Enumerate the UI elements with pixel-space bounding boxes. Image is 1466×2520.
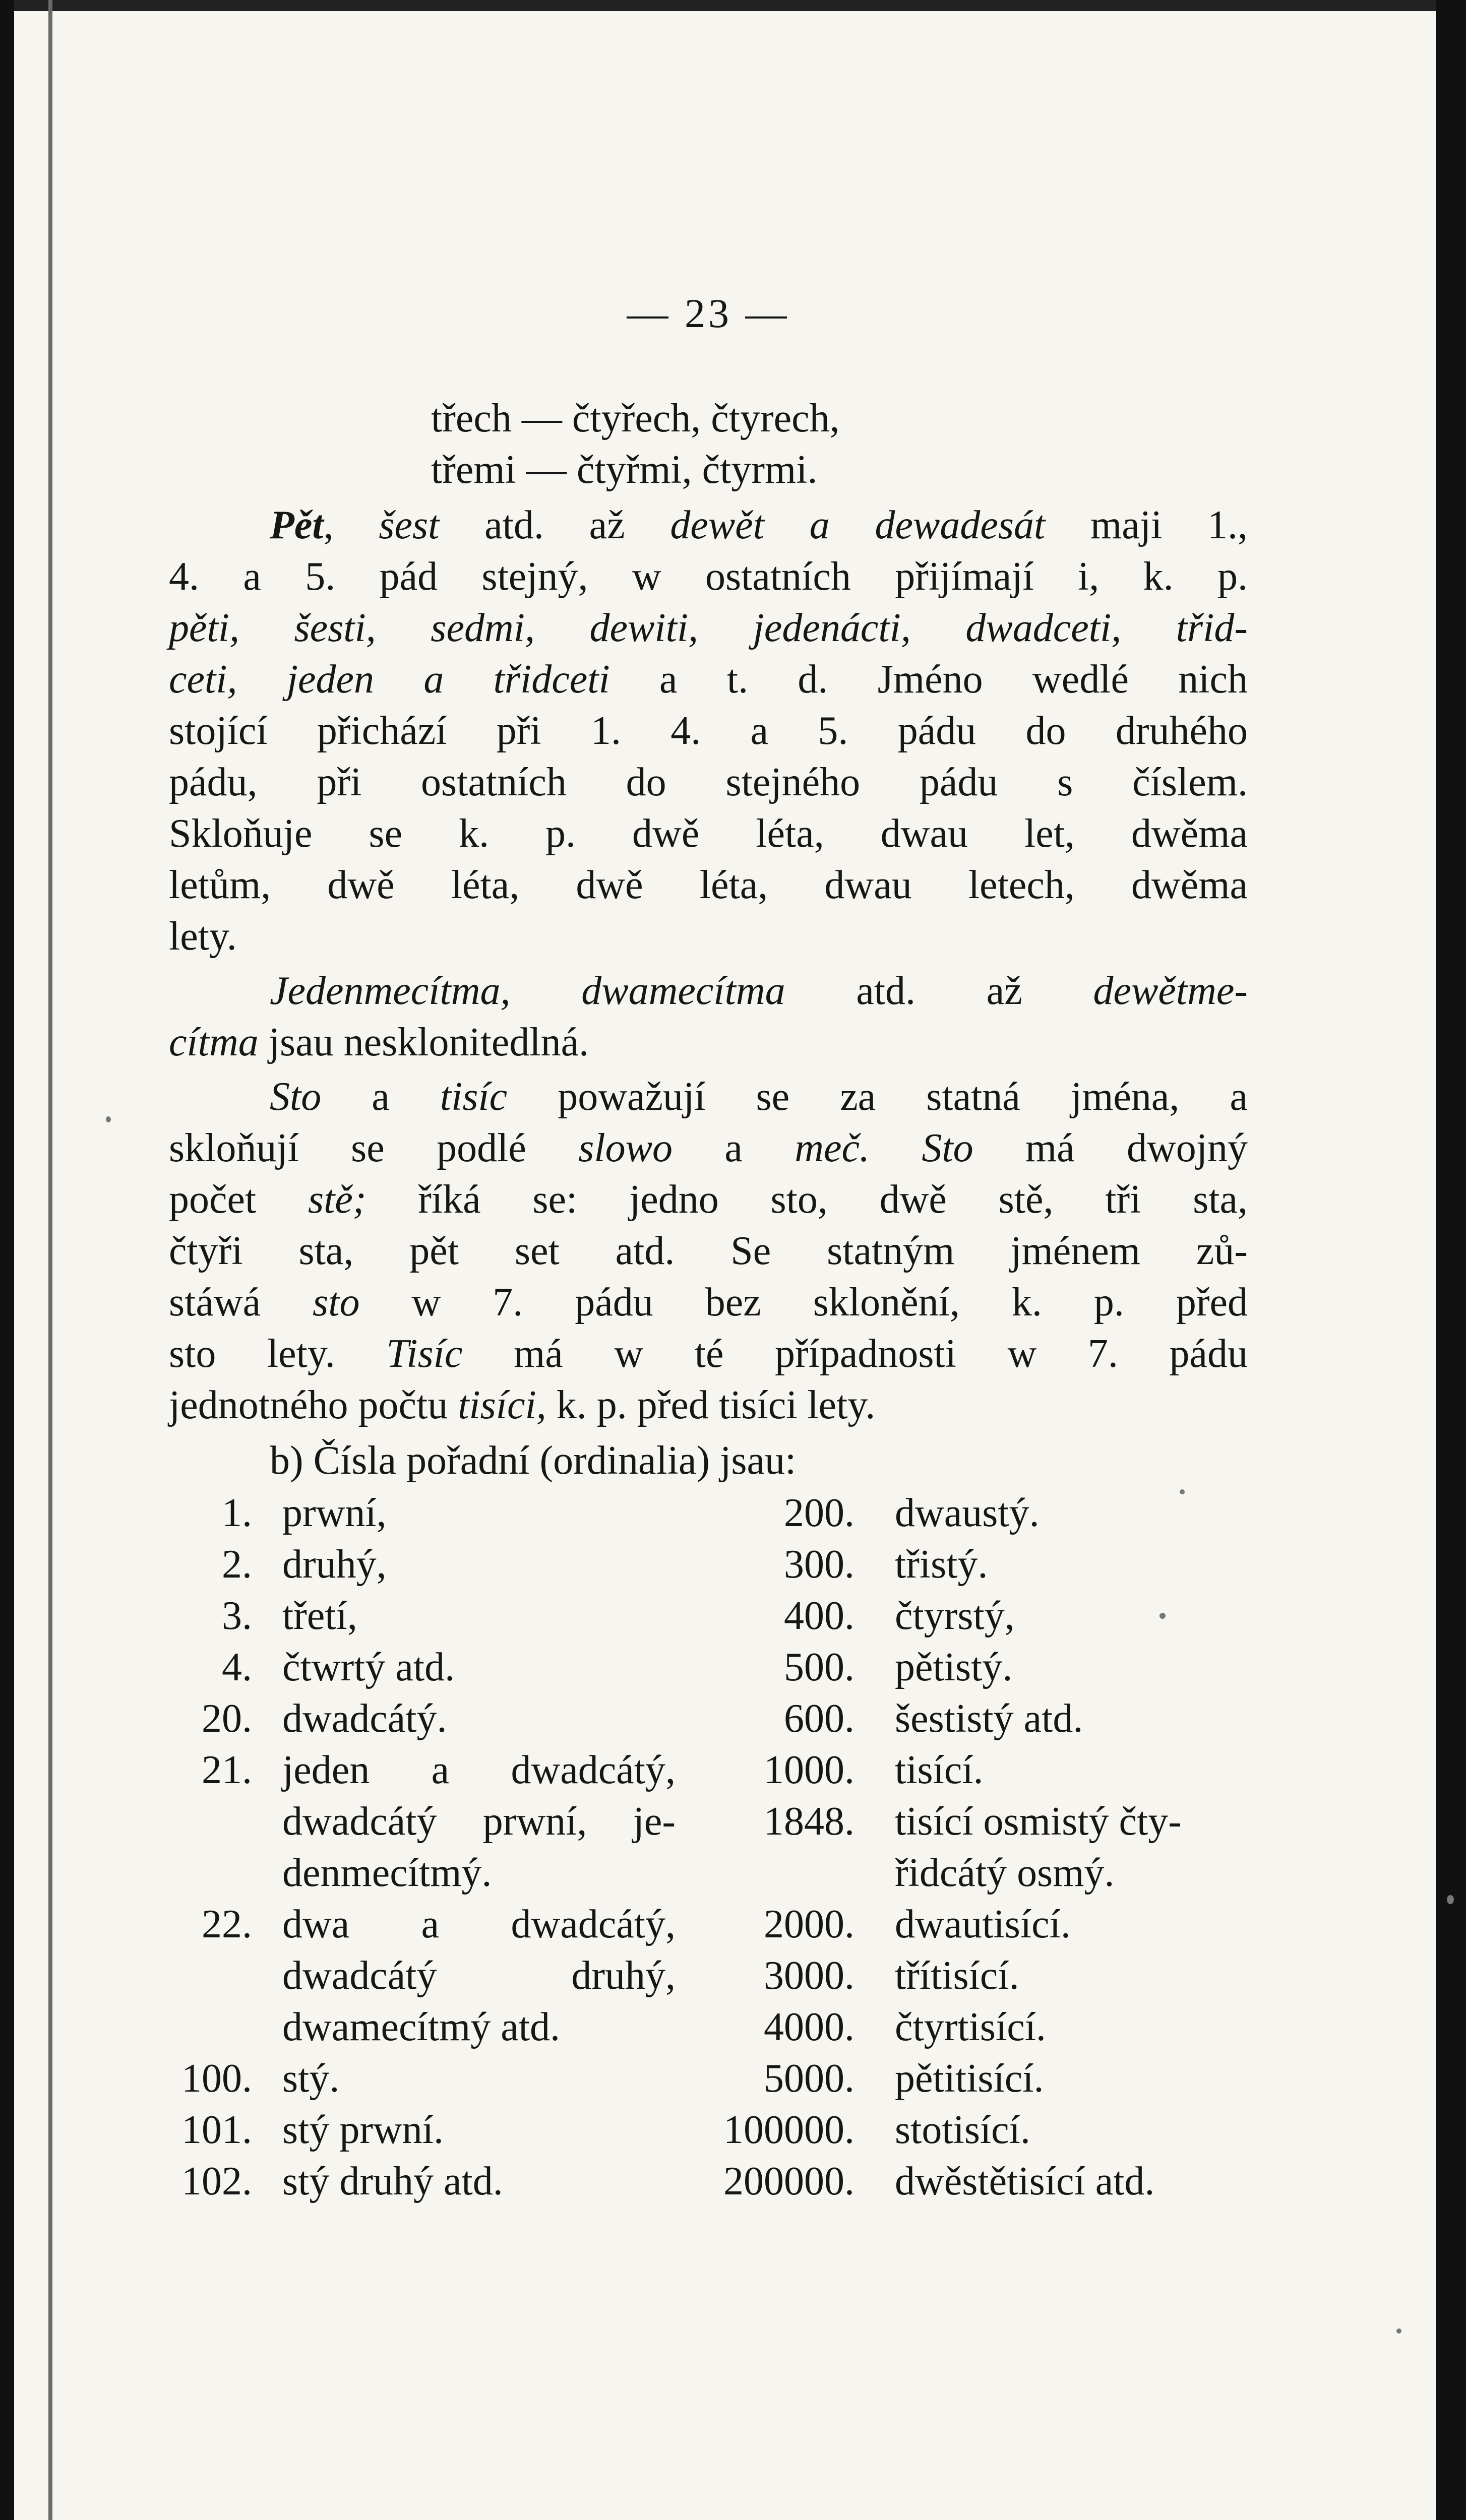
- ordinal-word-right: tisící osmistý čty-: [895, 1799, 1182, 1844]
- ordinal-row: [169, 1538, 1248, 1591]
- ordinal-number: 21.: [202, 1748, 252, 1792]
- text-span: atd. až: [785, 969, 1093, 1013]
- ordinal-word: denmecítmý.: [282, 1851, 492, 1895]
- italic-word: meč.: [795, 1126, 870, 1170]
- ordinal-number-right: 200000.: [723, 2159, 854, 2203]
- paragraph-line: [169, 653, 1248, 706]
- ordinal-number-right: 2000.: [764, 1902, 854, 1946]
- ordinal-number-right: 400.: [784, 1594, 854, 1638]
- ordinal-number-right: 3000.: [764, 1954, 854, 1998]
- page-number: — 23 —: [627, 290, 790, 336]
- ordinal-word-right: řidcátý osmý.: [895, 1851, 1115, 1895]
- paragraph-line: [169, 499, 1248, 551]
- ordinal-number-right: 1848.: [764, 1799, 854, 1844]
- ordinal-word: stý druhý atd.: [282, 2159, 503, 2203]
- italic-word: tisíc: [440, 1075, 508, 1119]
- paper-speck: [1396, 2328, 1401, 2334]
- ordinal-row: [169, 2155, 1248, 2208]
- ordinal-row: [169, 1898, 1248, 1950]
- italic-word: Sto: [922, 1126, 973, 1170]
- ordinal-row: [169, 1590, 1248, 1642]
- ordinal-number-right: 600.: [784, 1696, 854, 1741]
- italic-word: tisíci,: [458, 1383, 546, 1427]
- page-right-edge: [1436, 0, 1466, 2520]
- paragraph-line: [169, 1016, 589, 1068]
- text-span: a: [321, 1075, 440, 1119]
- italic-phrase: dewět a dewadesát: [670, 503, 1046, 547]
- ordinal-word-right: třistý.: [895, 1542, 988, 1587]
- ordinal-number-right: 300.: [784, 1542, 854, 1587]
- paragraph-line: [169, 1276, 1248, 1329]
- ordinal-number: 4.: [222, 1645, 252, 1689]
- page-top-edge: [0, 0, 1466, 11]
- text-span: maji 1.,: [1045, 503, 1248, 547]
- ordinal-number: 1.: [222, 1491, 252, 1535]
- text-span: skloňují se podlé: [169, 1126, 579, 1170]
- ordinal-row: [169, 1744, 1248, 1796]
- ordinal-word-right: třítisící.: [895, 1954, 1019, 1998]
- ordinal-row: [169, 1949, 1248, 2002]
- italic-word: Pět: [270, 503, 324, 547]
- ordinal-row: [169, 1692, 1248, 1745]
- ordinal-word-right: tisící.: [895, 1748, 984, 1792]
- ordinal-word: prwní,: [282, 1491, 387, 1535]
- text-span: sto lety.: [169, 1332, 387, 1376]
- ordinal-row: [169, 1487, 1248, 1539]
- ordinal-row: [169, 1641, 1248, 1693]
- paragraph-line: [169, 1173, 1248, 1226]
- italic-word: slowo: [578, 1126, 673, 1170]
- ordinal-word-right: dwautisící.: [895, 1902, 1071, 1946]
- italic-word: Sto: [270, 1075, 322, 1119]
- ordinal-word: druhý,: [282, 1542, 387, 1587]
- ordinal-word-right: šestistý atd.: [895, 1696, 1083, 1741]
- text-span: [870, 1126, 922, 1170]
- italic-word: cítma: [169, 1020, 259, 1064]
- paragraph-line: letům, dwě léta, dwě léta, dwau letech, dwěma: [169, 863, 1248, 907]
- ordinal-word: dwamecítmý atd.: [282, 2005, 560, 2049]
- text-span: ,: [323, 503, 379, 547]
- ordinal-word: dwadcátý prwní, je-: [282, 1799, 676, 1844]
- paragraph-line: stojící přichází při 1. 4. a 5. pádu do druhého: [169, 709, 1248, 753]
- paper-speck: [1447, 1895, 1454, 1904]
- paragraph-line: [169, 1328, 1248, 1380]
- ordinal-number-right: 100000.: [723, 2108, 854, 2152]
- italic-word: dwamecítma: [510, 969, 785, 1013]
- italic-word: Jedenmecítma,: [270, 969, 511, 1013]
- ordinal-row: [169, 2104, 1248, 2156]
- ordinal-number: 100.: [181, 2056, 252, 2101]
- ordinal-word-right: pětistý.: [895, 1645, 1013, 1689]
- ordinal-word-right: dwěstětisící atd.: [895, 2159, 1155, 2203]
- italic-word: dewětme-: [1093, 969, 1248, 1013]
- ordinal-word: stý prwní.: [282, 2108, 444, 2152]
- paragraph-line: lety.: [169, 914, 237, 959]
- italic-phrase: ceti, jeden a třidceti: [169, 657, 610, 702]
- italic-word: šest: [379, 503, 440, 547]
- paper-speck: [106, 1116, 111, 1122]
- section-heading: b) Čísla pořadní (ordinalia) jsau:: [270, 1438, 797, 1483]
- ordinal-word-right: čtyrstý,: [895, 1594, 1015, 1638]
- paragraph-line: pěti, šesti, sedmi, dewiti, jedenácti, dwadceti, třid-: [169, 606, 1248, 650]
- ordinal-number: 20.: [202, 1696, 252, 1741]
- paragraph-line: pádu, při ostatních do stejného pádu s číslem.: [169, 760, 1248, 804]
- page-left-edge: [0, 0, 14, 2520]
- ordinal-row: [169, 1795, 1248, 1848]
- paragraph-line: [169, 1122, 1248, 1174]
- ordinal-number: 3.: [222, 1594, 252, 1638]
- ordinal-word: dwadcátý druhý,: [282, 1954, 676, 1998]
- ordinal-word-right: dwaustý.: [895, 1491, 1040, 1535]
- text-span: počet: [169, 1177, 308, 1222]
- ordinal-number-right: 5000.: [764, 2056, 854, 2101]
- text-span: stáwá: [169, 1280, 313, 1325]
- ordinal-word: stý.: [282, 2056, 340, 2101]
- ordinal-word: dwa a dwadcátý,: [282, 1902, 676, 1946]
- ordinal-number: 22.: [202, 1902, 252, 1946]
- text-span: a t. d. Jméno wedlé nich: [609, 657, 1248, 702]
- ordinal-number-right: 1000.: [764, 1748, 854, 1792]
- text-span: powažují se za statná jména, a: [507, 1075, 1248, 1119]
- text-span: říká se: jedno sto, dwě stě, tři sta,: [366, 1177, 1248, 1222]
- text-span: atd. až: [439, 503, 670, 547]
- text-line: třemi — čtyřmi, čtyrmi.: [431, 448, 818, 492]
- ordinal-number: 2.: [222, 1542, 252, 1587]
- text-span: a: [672, 1126, 795, 1170]
- ordinal-number-right: 200.: [784, 1491, 854, 1535]
- ordinal-word: jeden a dwadcátý,: [282, 1748, 676, 1792]
- paragraph-line: [169, 1070, 1248, 1123]
- ordinal-row: [169, 2001, 1248, 2053]
- ordinal-number: 101.: [181, 2108, 252, 2152]
- ordinal-word-right: stotisící.: [895, 2108, 1030, 2152]
- text-span: w 7. pádu bez sklonění, k. p. před: [359, 1280, 1248, 1325]
- ordinal-word: třetí,: [282, 1594, 357, 1638]
- ordinal-row: [169, 2052, 1248, 2105]
- italic-word: sto: [313, 1280, 360, 1325]
- text-span: k. p. před tisíci lety.: [546, 1383, 876, 1427]
- italic-word: stě;: [308, 1177, 366, 1222]
- ordinal-word-right: pětitisící.: [895, 2056, 1044, 2101]
- paragraph-line: [169, 965, 1248, 1017]
- text-span: jsau nesklonitedlná.: [258, 1020, 589, 1064]
- ordinal-word: čtwrtý atd.: [282, 1645, 455, 1689]
- text-span: jednotného počtu: [169, 1383, 458, 1427]
- text-span: má dwojný: [973, 1126, 1248, 1170]
- paragraph-line: čtyři sta, pět set atd. Se statným jménem zů-: [169, 1229, 1248, 1273]
- ordinal-row: [169, 1847, 1248, 1899]
- paragraph-line: 4. a 5. pád stejný, w ostatních přijímají i, k. p.: [169, 554, 1248, 599]
- paragraph-line: [169, 1379, 875, 1431]
- ordinal-word: dwadcátý.: [282, 1696, 447, 1741]
- paragraph-line: Skloňuje se k. p. dwě léta, dwau let, dwěma: [169, 811, 1248, 856]
- ordinal-number-right: 4000.: [764, 2005, 854, 2049]
- text-line: třech — čtyřech, čtyrech,: [431, 396, 840, 440]
- text-span: má w té případnosti w 7. pádu: [462, 1332, 1248, 1376]
- ordinal-number-right: 500.: [784, 1645, 854, 1689]
- ordinal-word-right: čtyrtisící.: [895, 2005, 1046, 2049]
- italic-word: Tisíc: [386, 1332, 463, 1376]
- ordinal-number: 102.: [181, 2159, 252, 2203]
- page-gutter-line: [48, 0, 52, 2520]
